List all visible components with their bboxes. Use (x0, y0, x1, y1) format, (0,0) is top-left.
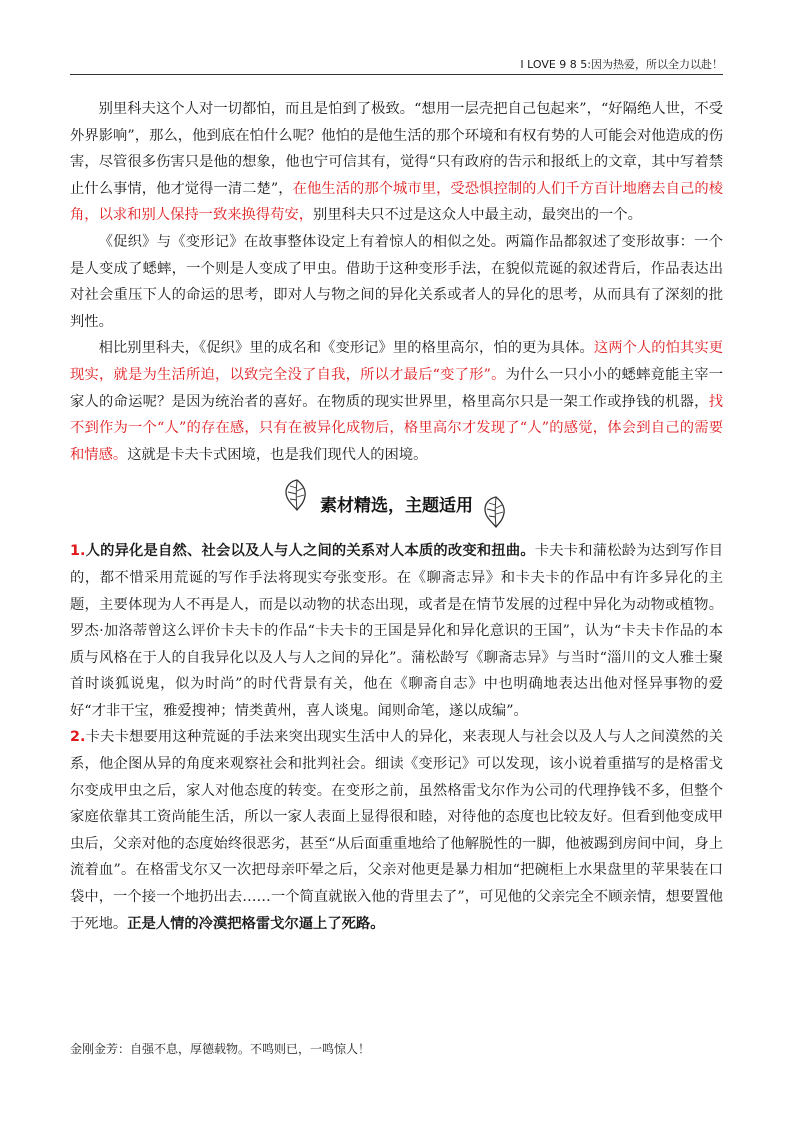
text-run: 别里科夫这个人对一切都怕，而且是怕到了极致。“想用一层壳把自己包起来”，“好隔绝人世，不受外界影响”，那么，他到底在怕什么呢？他怕的是他生活的那个环境和有权有势的人可能会对他造成的伤害，尽管很多伤害只是他的想象，他也宁可信其有，觉得“只有政府的告示和报纸上的文章，其中写着禁止什么事情，他才觉得一清二楚”， (70, 101, 723, 197)
text-run: 卡夫卡和蒲松龄为达到写作目的，都不惜采用荒诞的写作手法将现实夸张变形。在《聊斋志异》和卡夫卡的作品中有许多异化的主题，主要体现为人不再是人，而是以动物的状态出现，或者是在情节发展的过程中异化为动物或植物。罗杰·加洛蒂曾这么评价卡夫卡的作品“卡夫卡的王国是异化和异化意识的王国”，认为“卡夫卡作品的本质与风格在于人的自我异化以及人与人之间的异化”。蒲松龄写《聊斋志异》与当时“淄川的文人雅士聚首时谈狐说鬼，似为时尚”的时代背景有关，他在《聊斋自志》中也明确地表达出他对怪异事物的爱好“才非干宝，雅爱搜神；情类黄州，喜人谈鬼。闻则命笔，遂以成编”。 (70, 543, 724, 719)
text-run: 找不到作为一个“人”的存在感，只有在被异化成物后，格里高尔才发现了“人”的感觉，体会到自己的需要和情感。 (70, 393, 723, 463)
text-run: 1. (70, 543, 86, 560)
text-run: 《促织》与《变形记》在故事整体设定上有着惊人的相似之处。两篇作品都叙述了变形故事：一个是人变成了蟋蟀，一个则是人变成了甲虫。借助于这种变形手法，在貌似荒诞的叙述背后，作品表达出对社会重压下人的命运的思考，即对人与物之间的异化关系或者人的异化的思考，从而具有了深刻的批判性。 (70, 233, 723, 330)
page-body (70, 96, 723, 937)
text-run: 2. (70, 729, 86, 746)
header-divider (70, 74, 723, 75)
leaf-flourish-icon (282, 478, 312, 512)
text-run: 正是人情的冷漠把格雷戈尔逼上了死路。 (127, 915, 385, 932)
text-run: 相比别里科夫，《促织》里的成名和《变形记》里的格里高尔，怕的更为具体。 (98, 340, 594, 357)
leaf-flourish-icon (481, 495, 511, 529)
section-heading (70, 474, 723, 532)
text-run: 别里科夫只不过是这众人中最主动，最突出的一个。 (313, 207, 642, 224)
text-run: 人的异化是自然、社会以及人与人之间的关系对人本质的改变和扭曲。 (85, 543, 535, 560)
paragraph-1 (70, 96, 723, 229)
text-run: 这两个人的怕其实更现实，就是为生活所迫，以致完全没了自我，所以才最后“变了形”。 (70, 340, 723, 383)
material-item-2 (70, 724, 723, 937)
text-run: 为什么一只小小的蟋蟀竟能主宰一家人的命运呢？是因为统治者的喜好。在物质的现实世界里，格里高尔只是一架工作或挣钱的机器， (70, 366, 723, 410)
material-item-1 (70, 538, 723, 724)
text-run: 在他生活的那个城市里，受恐惧控制的人们千方百计地磨去自己的棱角，以求和别人保持一致来换得苟安， (70, 180, 723, 224)
text-run: 这就是卡夫卡式困境，也是我们现代人的困境。 (127, 446, 428, 463)
page-footer: 金刚金芳：自强不息，厚德载物。不鸣则已，一鸣惊人！ (70, 1042, 371, 1056)
page-header: I LOVE 9 8 5:因为热爱，所以全力以赴！ (520, 58, 723, 71)
paragraph-2 (70, 229, 723, 335)
section-title: 素材精选，主题适用 (320, 495, 473, 516)
paragraph-3 (70, 335, 723, 468)
text-run: 卡夫卡想要用这种荒诞的手法来突出现实生活中人的异化，来表现人与社会以及人与人之间漠然的关系，他企图从异的角度来观察社会和批判社会。细读《变形记》可以发现，该小说着重描写的是格雷戈尔变成甲虫之后，家人对他态度的转变。在变形之前，虽然格雷戈尔作为公司的代理挣钱不多，但整个家庭依靠其工资尚能生活，所以一家人表面上显得很和睦，对待他的态度也比较友好。但看到他变成甲虫后，父亲对他的态度始终很恶劣，甚至“从后面重重地给了他解脱性的一脚，他被踢到房间中间，身上流着血”。在格雷戈尔又一次把母亲吓晕之后，父亲对他更是暴力相加“把碗柜上水果盘里的苹果装在口袋中，一个接一个地扔出去……一个简直就嵌入他的背里去了”，可见他的父亲完全不顾亲情，想要置他于死地。 (70, 729, 723, 932)
